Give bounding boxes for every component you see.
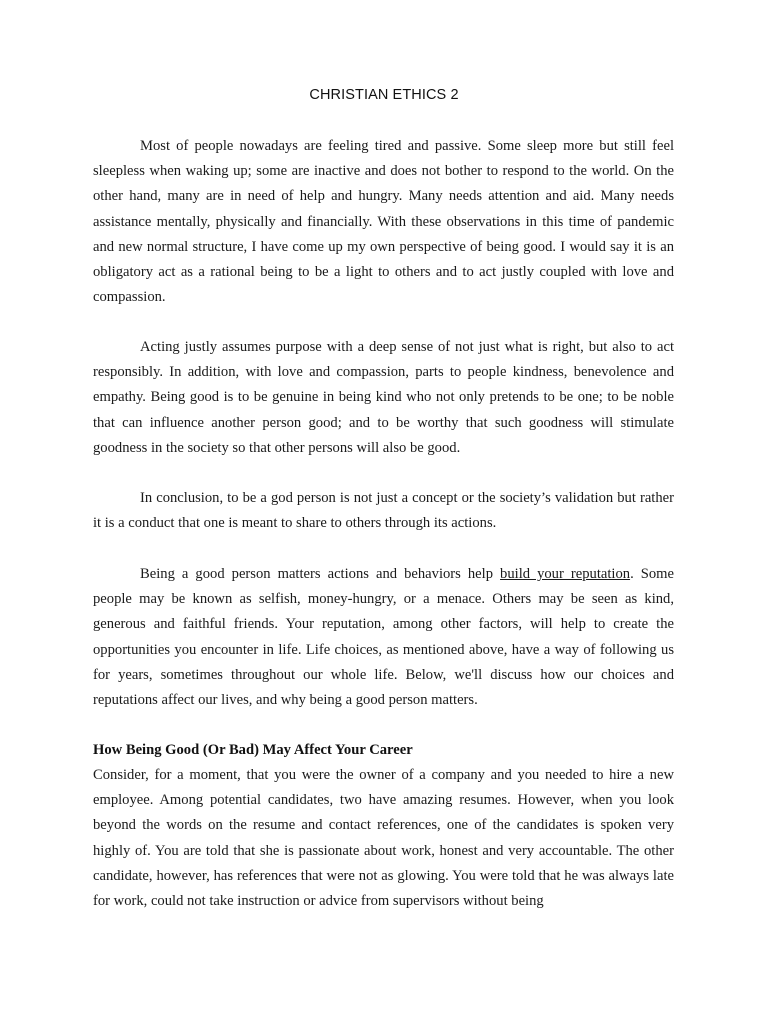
paragraph-career: Consider, for a moment, that you were the owner of a company and you needed to hire a new employee. Among potential candidates, two have amazing resumes. However, when you look beyond the words on the resume and contact references, one of the candidates is spoken very highly of. You are told that she is passionate about work, honest and very accountable. The other candidate, however, has references that were not as glowing. You were told that he was always late for work, could not take instruction or advice from supervisors without being (93, 767, 674, 910)
section-heading-career: How Being Good (Or Bad) May Affect Your Career (93, 742, 413, 758)
paragraph-conclusion: In conclusion, to be a god person is not just a concept or the society’s validation but rather it is a conduct that one is meant to share to others through its actions. (93, 490, 674, 532)
document-title: CHRISTIAN ETHICS 2 (309, 87, 459, 103)
paragraph-acting-justly: Acting justly assumes purpose with a deep sense of not just what is right, but also to act responsibly. In addition, with love and compassion, parts to people kindness, benevolence and empathy. Being good is to be genuine in being kind who not only pretends to be one; to be noble that can influence another person good; and to be worthy that such goodness will stimulate goodness in the society so that other persons will also be good. (93, 339, 674, 456)
paragraph-text-after-link: . Some people may be known as selfish, money-hungry, or a menace. Others may be seen as kind, generous and faithful friends. Your reputation, among other factors, will help to create the opportunities you encounter in life. Life choices, as mentioned above, have a way of following us for years, sometimes throughout our whole life. Below, we'll discuss how our choices and reputations affect our lives, and why being a good person matters. (93, 566, 674, 709)
paragraph-good-person-matters (93, 562, 674, 713)
build-reputation-link[interactable]: build your reputation (500, 566, 631, 582)
paragraph-intro: Most of people nowadays are feeling tired and passive. Some sleep more but still feel sleepless when waking up; some are inactive and does not bother to respond to the world. On the other hand, many are in need of help and hungry. Many needs attention and aid. Many needs assistance mentally, physically and financially. With these observations in this time of pandemic and new normal structure, I have come up my own perspective of being good. I would say it is an obligatory act as a rational being to be a light to others and to act justly coupled with love and compassion. (93, 138, 674, 306)
paragraph-text-before-link: Being a good person matters actions and behaviors help (140, 566, 501, 582)
